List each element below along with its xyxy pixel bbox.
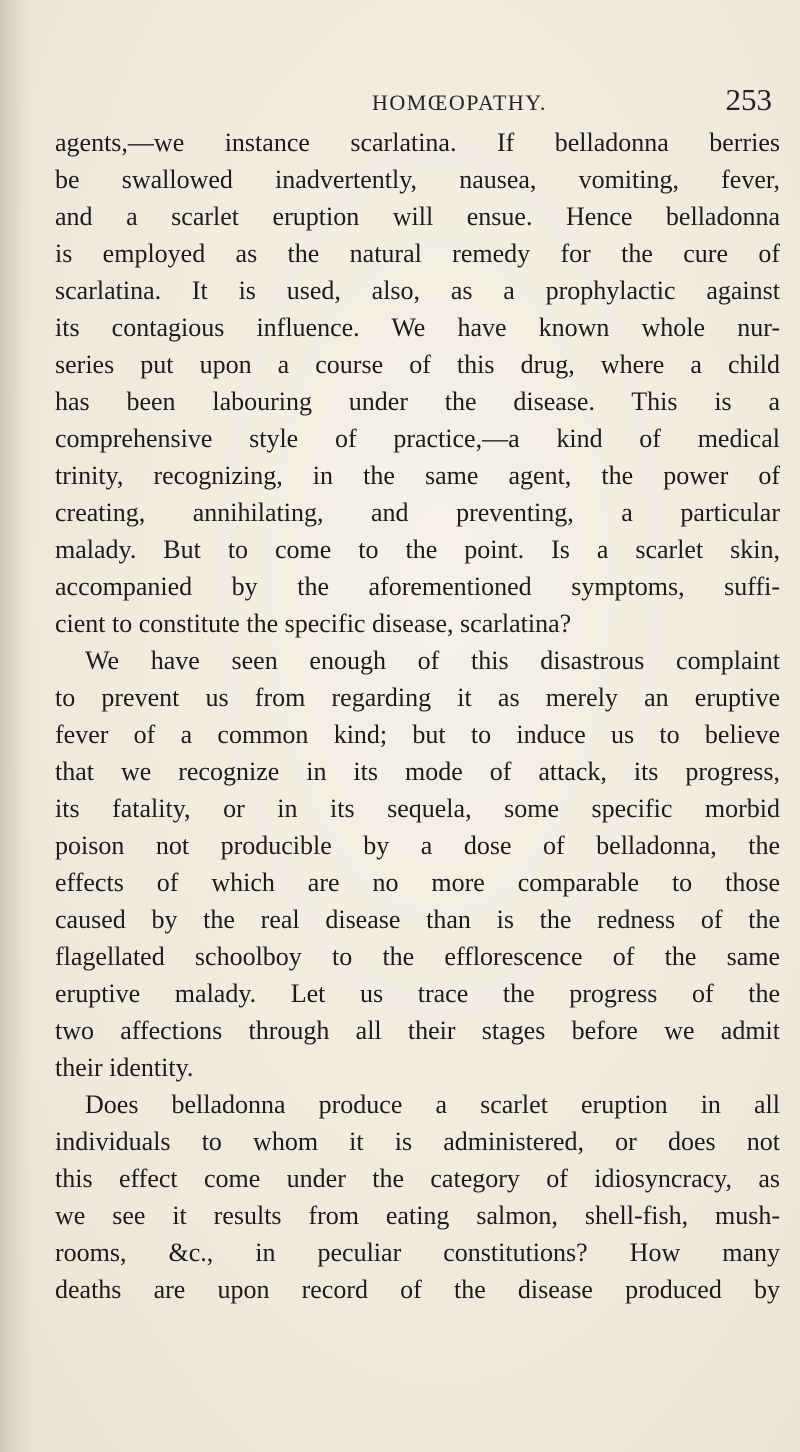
text-line: its contagious influence. We have known whole nur- (55, 313, 780, 342)
text-line: their identity. (55, 1053, 194, 1082)
text-line: eruptive malady. Let us trace the progress of the (55, 979, 780, 1008)
text-line: comprehensive style of practice,—a kind of medical (55, 424, 780, 453)
text-line: agents,—we instance scarlatina. If belladonna berries (55, 128, 780, 157)
text-line: rooms, &c., in peculiar constitutions? How many (55, 1238, 780, 1267)
body-text (55, 124, 780, 1308)
page-header (0, 78, 800, 118)
text-line: effects of which are no more comparable to those (55, 868, 780, 897)
text-line: creating, annihilating, and preventing, a particular (55, 498, 780, 527)
text-line: accompanied by the aforementioned symptoms, suffi- (55, 572, 780, 601)
text-line: this effect come under the category of idiosyncracy, as (55, 1164, 780, 1193)
text-line: two affections through all their stages before we admit (55, 1016, 780, 1045)
text-line: scarlatina. It is used, also, as a prophylactic against (55, 276, 780, 305)
text-line: its fatality, or in its sequela, some specific morbid (55, 794, 780, 823)
text-line: fever of a common kind; but to induce us to believe (55, 720, 780, 749)
page-gutter-shadow (0, 0, 20, 1452)
text-line: deaths are upon record of the disease produced by (55, 1275, 780, 1304)
page-number: 253 (725, 82, 772, 117)
running-head: HOMŒOPATHY. (372, 90, 547, 115)
text-line: be swallowed inadvertently, nausea, vomiting, fever, (55, 165, 780, 194)
text-line: has been labouring under the disease. This is a (55, 387, 780, 416)
text-line: we see it results from eating salmon, shell-fish, mush- (55, 1201, 780, 1230)
paragraph-start-line: Does belladonna produce a scarlet eruption in all (85, 1090, 780, 1119)
text-line: trinity, recognizing, in the same agent, the power of (55, 461, 780, 490)
text-line: flagellated schoolboy to the efflorescence of the same (55, 942, 780, 971)
text-line: poison not producible by a dose of belladonna, the (55, 831, 780, 860)
text-line: cient to constitute the specific disease, scarlatina? (55, 609, 572, 638)
text-line: that we recognize in its mode of attack, its progress, (55, 757, 780, 786)
paragraph-start-line: We have seen enough of this disastrous complaint (85, 646, 780, 675)
text-line: individuals to whom it is administered, or does not (55, 1127, 780, 1156)
text-line: series put upon a course of this drug, where a child (55, 350, 780, 379)
text-line: caused by the real disease than is the redness of the (55, 905, 780, 934)
text-line: malady. But to come to the point. Is a scarlet skin, (55, 535, 780, 564)
text-line: is employed as the natural remedy for the cure of (55, 239, 780, 268)
text-line: and a scarlet eruption will ensue. Hence belladonna (55, 202, 780, 231)
text-line: to prevent us from regarding it as merely an eruptive (55, 683, 780, 712)
